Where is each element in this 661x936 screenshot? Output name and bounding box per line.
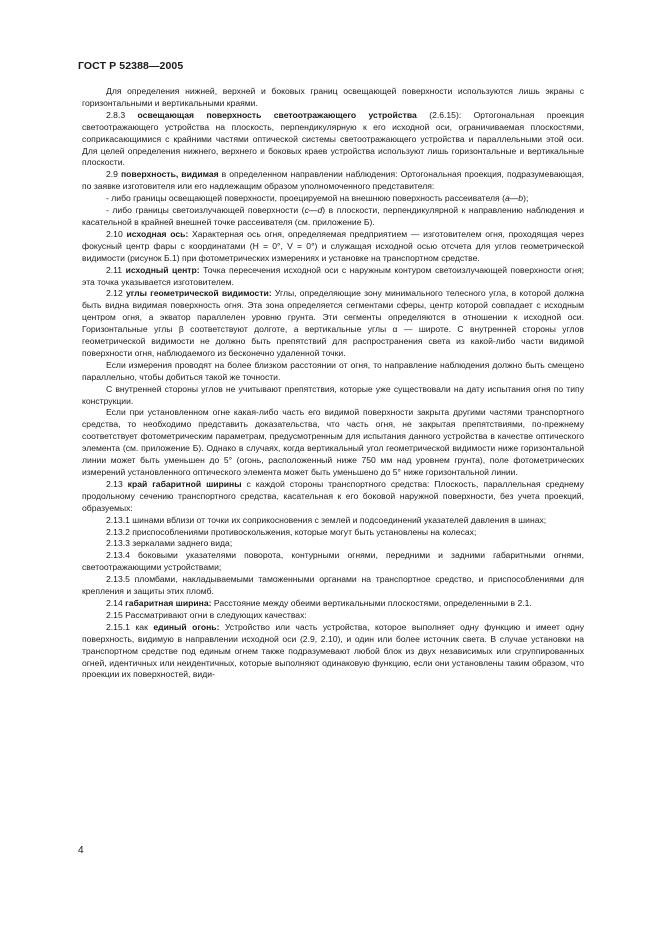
paragraph-2-15-1: 2.15.1 как единый огонь: Устройство или часть устройства, которое выполняет одну функцию и имеет одну поверхность, видимую в направлении исходной оси (2.9, 2.10), и один или более источник света. В случае установки на транспортном средстве под единым огнем также подразумевают любой блок из двух независимых или сгруппированных огней, идентичных или неидентичных, которые выполняют одинаковую функцию, если они установлены таким образом, что проекции их поверхностей, види-	[82, 621, 585, 680]
paragraph: Для определения нижней, верхней и боковых границ освещающей поверхности используются лишь экраны с горизонтальными и вертикальными краями.	[82, 86, 584, 108]
term: углы геометрической видимости:	[125, 288, 272, 299]
paragraph-2-13-2: 2.13.2 приспособлениями противоскольжения, которые могут быть установлены на колесах;	[106, 526, 477, 537]
term: единый огонь:	[153, 621, 220, 632]
list-item: - либо границы освещающей поверхности, проецируемой на внешнюю поверхность рассеивателя (a—b);	[106, 193, 529, 204]
term: поверхность, видимая	[120, 169, 219, 180]
paragraph-2-13-3: 2.13.3 зеркалами заднего вида;	[106, 538, 233, 549]
term: освещающая поверхность светоотражающего устройства	[137, 109, 417, 120]
paragraph-2-14: 2.14 габаритная ширина: Расстояние между обеими вертикальными плоскостями, определенными в 2.1.	[106, 597, 532, 608]
document-header: ГОСТ Р 52388—2005	[78, 60, 184, 72]
list-item: - либо границы светоизлучающей поверхности (c—d) в плоскости, перпендикулярной к направлению наблюдения и касательной в крайней внешней точке рассеивателя (см. приложение Б).	[82, 205, 585, 227]
paragraph-2-9: 2.9 поверхность, видимая в определенном направлении наблюдения: Ортогональная проекция, подразумевающая, по заявке изготовителя или его надлежащим образом уполномоченного представителя:	[82, 169, 585, 192]
term: край габаритной ширины	[127, 478, 242, 489]
term: габаритная ширина:	[125, 597, 212, 608]
term: исходный центр:	[125, 264, 200, 275]
paragraph-2-12: 2.12 углы геометрической видимости: Углы, определяющие зону минимального телесного угла, в которой должна быть видна видимая поверхность огня. Эта зона определяется сегментами сферы, центр которой совпадает с исходным центром огня, а экватор параллелен уровню грунта. Эти сегменты определяются в отношении к исходной оси. Горизонтальные углы β соответствуют долготе, а вертикальные углы α — широте. С внутренней стороны углов геометрической видимости не должно быть препятствий для распространения света из какой-либо части видимой поверхности огня, наблюдаемого из бесконечно удаленной точки.	[82, 288, 584, 358]
paragraph-2-8-3: 2.8.3 освещающая поверхность светоотражающего устройства (2.6.15): Ортогональная проекция светоотражающего устройства на плоскость, перпендикулярную к его исходной оси, ограничиваемая плоскостями, соприкасающимися с крайними частями оптической системы светоотражающего устройства и параллельными этой оси. Для целей определения нижнего, верхнего и боковых краев устройства используют лишь горизонтальные и вертикальные плоскости.	[82, 109, 584, 168]
paragraph-2-13: 2.13 край габаритной ширины с каждой стороны транспортного средства: Плоскость, параллельная среднему продольному сечению транспортного средства, касательная к его боковой наружной поверхности, без учета проекций, образуемых:	[82, 478, 584, 513]
paragraph-2-13-5: 2.13.5 пломбами, накладываемыми таможенными органами на транспортное средство, и приспособлениями для крепления и защиты этих пломб.	[82, 574, 585, 597]
page-number: 4	[78, 845, 84, 856]
paragraph-2-13-4: 2.13.4 боковыми указателями поворота, контурными огнями, передними и задними габаритными огнями, светоотражающими устройствами;	[82, 550, 584, 573]
document-body	[82, 86, 584, 681]
paragraph-2-11: 2.11 исходный центр: Точка пересечения исходной оси с наружным контуром светоизлучающей поверхности огня; эта точка указывается изготовителем.	[82, 264, 584, 287]
paragraph-2-13-1: 2.13.1 шинами вблизи от точки их соприкосновения с землей и подсоединений указателей давления в шинах;	[106, 514, 547, 525]
paragraph: Если измерения проводят на более близком расстоянии от огня, то направление наблюдения должно быть смещено параллельно, чтобы добиться такой же точности.	[82, 359, 584, 382]
term: исходная ось:	[126, 228, 189, 239]
paragraph: С внутренней стороны углов не учитывают препятствия, которые уже существовали на дату испытания огня по типу конструкции.	[82, 383, 584, 406]
paragraph: Если при установленном огне какая-либо часть его видимой поверхности закрыта другими частями транспортного средства, то необходимо представить доказательства, что часть огня, не закрытая препятствиями, по-прежнему соответствует фотометрическим параметрам, предусмотренным для испытания данного устройства в качестве оптического элемента (см. приложение Б). Однако в случаях, когда вертикальный угол геометрической видимости ниже горизонтальной линии может быть уменьшен до 5° (огонь, расположенный ниже 750 мм над уровнем грунта), поле фотометрических измерений установленного оптического элемента может быть уменьшено до 5° ниже горизонтальной линии.	[82, 407, 584, 477]
paragraph-2-15: 2.15 Рассматривают огни в следующих качествах:	[106, 609, 307, 620]
paragraph-2-10: 2.10 исходная ось: Характерная ось огня, определяемая предприятием — изготовителем огня, проходящая через фокусный центр фары с координатами (H = 0°, V = 0°) и служащая исходной осью отсчета для углов геометрической видимости (рисунок Б.1) при фотометрических измерениях и установке на транспортном средстве.	[82, 228, 584, 263]
